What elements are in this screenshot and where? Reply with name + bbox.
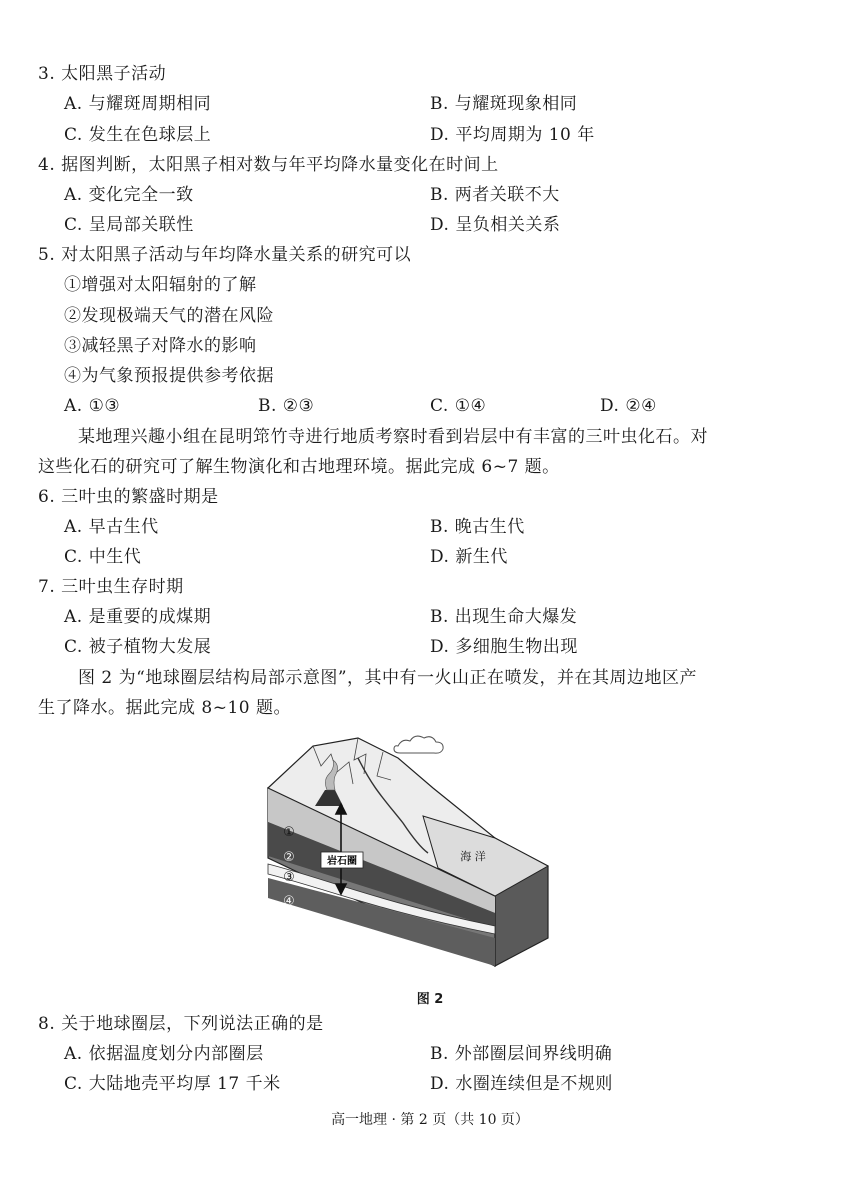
q7-option-d: D. 多细胞生物出现	[430, 637, 578, 657]
q4-option-b: B. 两者关联不大	[430, 185, 560, 205]
q3-option-d: D. 平均周期为 10 年	[430, 125, 595, 145]
q6-option-a: A. 早古生代	[64, 517, 159, 537]
layer-1-label: ①	[283, 825, 295, 840]
q8-option-c: C. 大陆地壳平均厚 17 千米	[64, 1074, 281, 1094]
earth-layers-diagram	[263, 728, 563, 980]
passage-2-line-1: 图 2 为“地球圈层结构局部示意图”，其中有一火山正在喷发，并在其周边地区产	[78, 668, 698, 688]
question-4-stem: 4. 据图判断，太阳黑子相对数与年平均降水量变化在时间上	[38, 155, 499, 175]
q3-option-b: B. 与耀斑现象相同	[430, 94, 578, 114]
q8-option-b: B. 外部圈层间界线明确	[430, 1044, 613, 1064]
question-6-stem: 6. 三叶虫的繁盛时期是	[38, 487, 219, 507]
q8-option-a: A. 依据温度划分内部圈层	[64, 1044, 264, 1064]
q5-option-c: C. ①④	[430, 396, 487, 416]
layer-3-label: ③	[283, 870, 295, 885]
layer-2-label: ②	[283, 850, 295, 865]
question-7-stem: 7. 三叶虫生存时期	[38, 577, 184, 597]
q7-option-c: C. 被子植物大发展	[64, 637, 212, 657]
q4-option-d: D. 呈负相关关系	[430, 215, 561, 235]
question-5-stem: 5. 对太阳黑子活动与年均降水量关系的研究可以	[38, 245, 412, 265]
q5-item-1: ①增强对太阳辐射的了解	[64, 275, 257, 295]
q5-option-d: D. ②④	[600, 396, 657, 416]
q5-item-4: ④为气象预报提供参考依据	[64, 366, 274, 386]
q3-option-a: A. 与耀斑周期相同	[64, 94, 212, 114]
passage-1-line-1: 某地理兴趣小组在昆明筇竹寺进行地质考察时看到岩层中有丰富的三叶虫化石。对	[78, 427, 708, 447]
cloud-icon	[394, 736, 443, 753]
q7-option-b: B. 出现生命大爆发	[430, 607, 578, 627]
question-8-stem: 8. 关于地球圈层，下列说法正确的是	[38, 1014, 324, 1034]
lithosphere-label: 岩石圈	[327, 856, 357, 867]
q4-option-c: C. 呈局部关联性	[64, 215, 194, 235]
ocean-label: 海 洋	[460, 850, 486, 863]
q6-option-d: D. 新生代	[430, 547, 508, 567]
q3-option-c: C. 发生在色球层上	[64, 125, 212, 145]
figure-caption: 图 2	[416, 992, 444, 1007]
passage-2-line-2: 生了降水。据此完成 8~10 题。	[38, 698, 291, 718]
layer-4-label: ④	[283, 894, 295, 909]
q5-option-b: B. ②③	[258, 396, 315, 416]
q5-item-2: ②发现极端天气的潜在风险	[64, 306, 274, 326]
q5-option-a: A. ①③	[64, 396, 121, 416]
q8-option-d: D. 水圈连续但是不规则	[430, 1074, 613, 1094]
question-3-stem: 3. 太阳黑子活动	[38, 64, 167, 84]
q4-option-a: A. 变化完全一致	[64, 185, 194, 205]
page-footer: 高一地理 · 第 2 页（共 10 页）	[331, 1112, 529, 1128]
passage-1-line-2: 这些化石的研究可了解生物演化和古地理环境。据此完成 6~7 题。	[38, 457, 560, 477]
q6-option-b: B. 晚古生代	[430, 517, 525, 537]
q7-option-a: A. 是重要的成煤期	[64, 607, 212, 627]
q5-item-3: ③减轻黑子对降水的影响	[64, 336, 257, 356]
q6-option-c: C. 中生代	[64, 547, 142, 567]
